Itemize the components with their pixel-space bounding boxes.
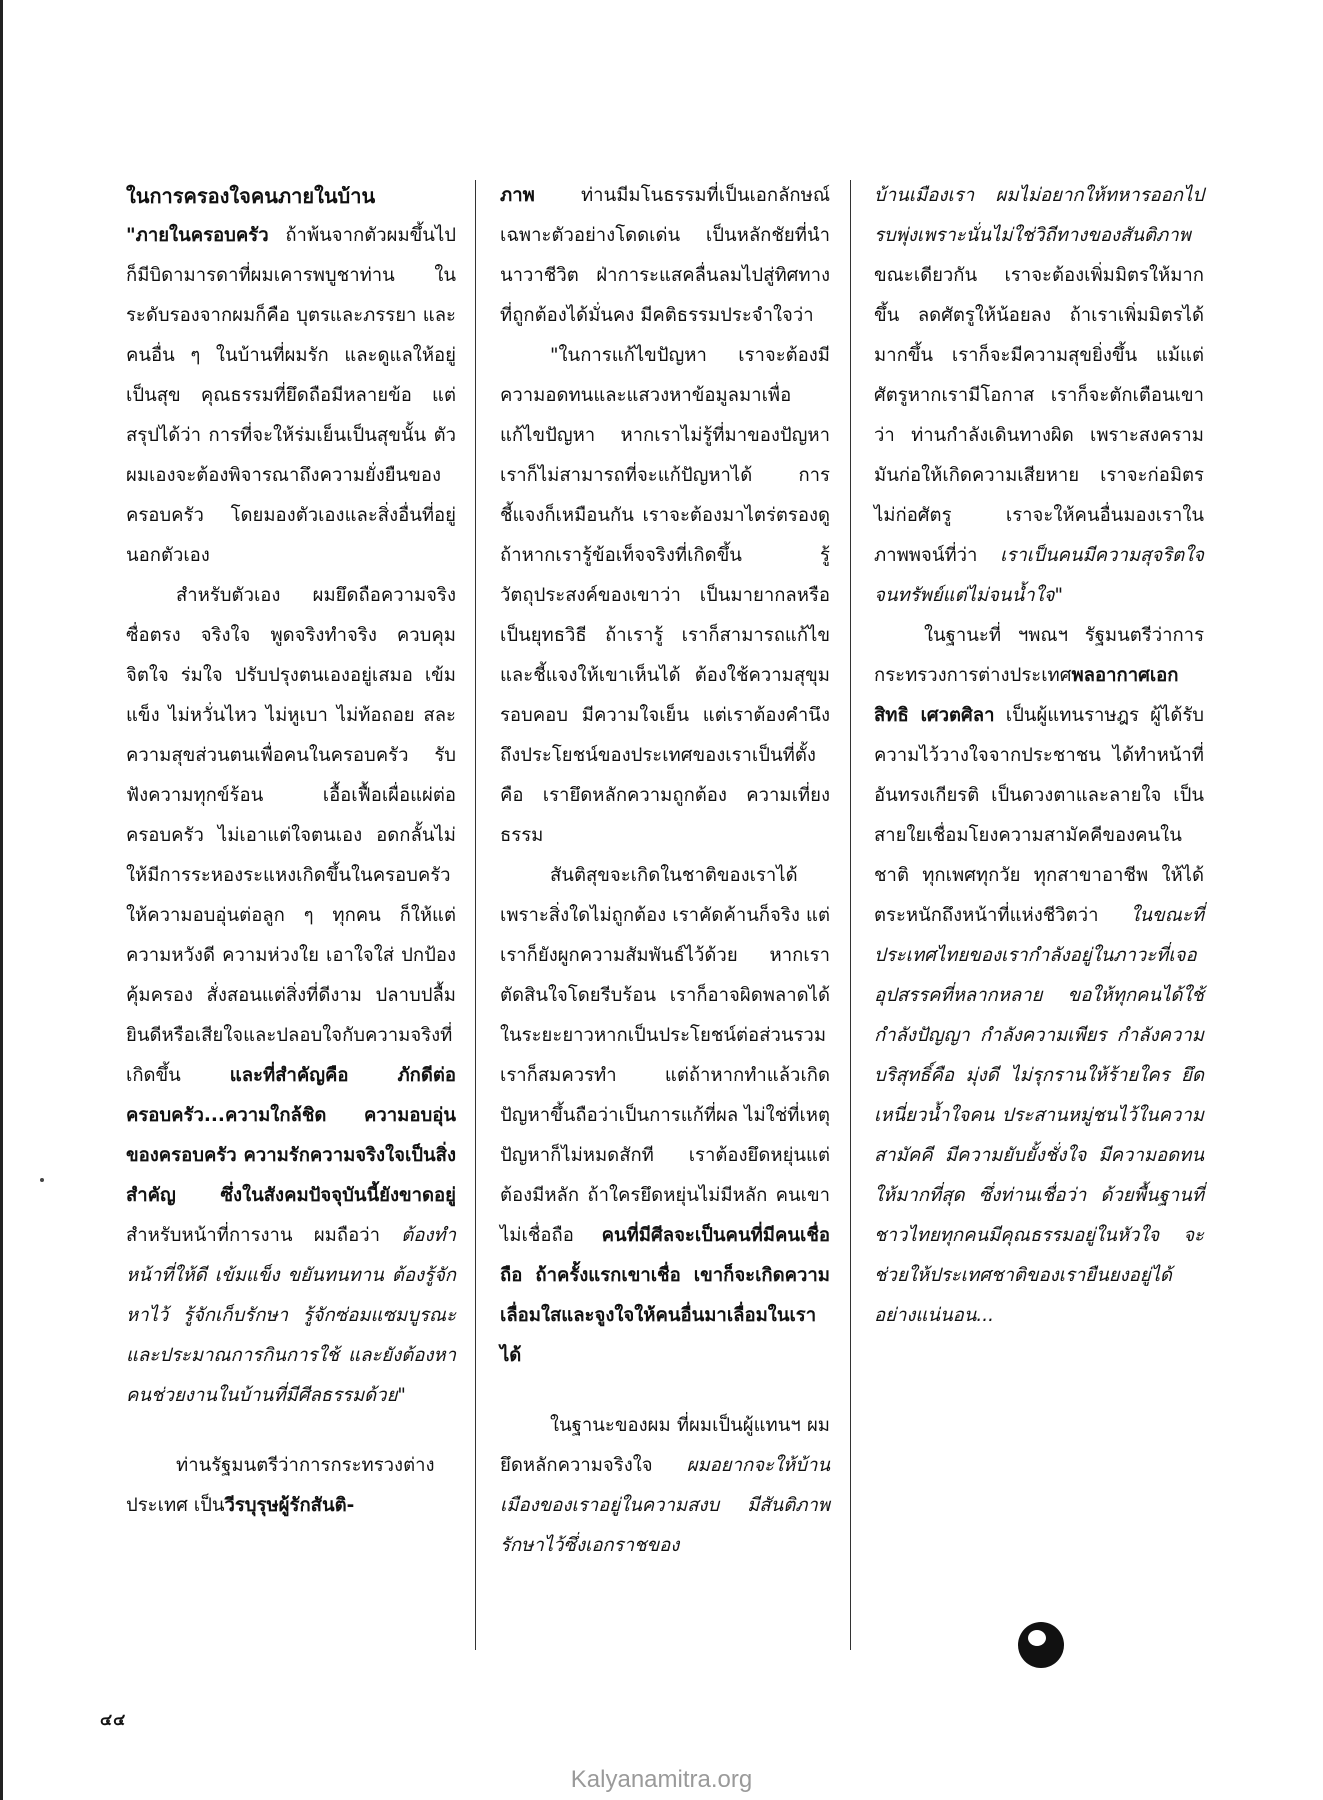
representative-text: ในฐานะของผม ที่ผมเป็นผู้แทนฯ ผมยึดหลักความจริงใจ: [500, 1415, 830, 1476]
closing-text: ในฐานะที่ ฯพณฯ รัฐมนตรีว่าการกระทรวงการต่างประเทศ: [874, 625, 1204, 686]
family-text: ถ้าพ้นจากตัวผมขึ้นไป ก็มีบิดามารดาที่ผมเคารพบูชาท่าน ในระดับรองจากผมก็คือ บุตรและภรรยา และคนอื่น ๆ ในบ้านที่ผมรัก และดูแลให้อยู่เป็นสุข คุณธรรมที่ยึดถือมีหลายข้อ แต่สรุปได้ว่า การที่จะให้ร่มเย็นเป็นสุขนั้น ตัวผมเองจะต้องพิจารณาถึงความยั่งยืนของครอบครัว โดยมองตัวเองและสิ่งอื่นที่อยู่นอกตัวเอง: [126, 225, 456, 566]
quote-opening: "ภายในครอบครัว: [126, 225, 269, 246]
nation-italic-end: เราเป็นคนมีความสุจริตใจ จนทรัพย์แต่ไม่จนน้ำใจ": [874, 545, 1204, 606]
nation-italic: บ้านเมืองเรา ผมไม่อยากให้ทหารออกไปรบพุ่งเพราะนั่นไม่ใช่วิถีทางของสันติภาพ: [874, 185, 1204, 246]
nation-text: ขณะเดียวกัน เราจะต้องเพิ่มมิตรให้มากขึ้น ลดศัตรูให้น้อยลง ถ้าเราเพิ่มมิตรได้มากขึ้น เราก็จะมีความสุขยิ่งขึ้น แม้แต่ศัตรูหากเรามีโอกาส เราก็จะตักเตือนเขาว่า ท่านกำลังเดินทางผิด เพราะสงครามมันก่อให้เกิดความเสียหาย เราจะก่อมิตรไม่ก่อศัตรู เราจะให้คนอื่นมองเราในภาพพจน์ที่ว่า: [874, 265, 1204, 566]
representative-text-italic: ผมอยากจะให้บ้านเมืองของเราอยู่ในความสงบ มีสันติภาพ รักษาไว้ซึ่งเอกราชของ: [500, 1455, 830, 1556]
column-3: [874, 176, 1204, 1336]
paragraph-minister: [126, 1446, 456, 1526]
paragraph-conscience: [500, 176, 830, 336]
minister-text-bold: วีรบุรุษผู้รักสันติ-: [224, 1495, 355, 1516]
minister-text: ท่านรัฐมนตรีว่าการกระทรวงต่างประเทศ เป็น: [126, 1455, 435, 1516]
paragraph-self: [126, 576, 456, 1416]
peace-text-bold: คนที่มีศีลจะเป็นคนที่มีคนเชื่อถือ ถ้าครั้งแรกเขาเชื่อ เขาก็จะเกิดความเลื่อมใสและจูงใจให้คนอื่นมาเลื่อมในเราได้: [500, 1225, 830, 1366]
closing-text-2: เป็นผู้แทนราษฎร ผู้ได้รับความไว้วางใจจากประชาชน ได้ทำหน้าที่อันทรงเกียรติ เป็นดวงตาและลายใจ เป็นสายใยเชื่อมโยงความสามัคคีของคนในชาติ ทุกเพศทุกวัย ทุกสาขาอาชีพ ให้ได้ตระหนักถึงหน้าที่แห่งชีวิตว่า: [874, 705, 1205, 926]
paragraph-nation: [874, 176, 1204, 616]
work-text-italic: ต้องทำหน้าที่ให้ดี เข้มแข็ง ขยันทนทาน ต้องรู้จักหาไว้ รู้จักเก็บรักษา รู้จักซ่อมแซมบูรณะและประมาณการกินการใช้ และยังต้องหาคนช่วยงานในบ้านที่มีศีลธรรมด้วย": [126, 1225, 456, 1406]
scan-edge: [0, 0, 3, 1800]
self-text-bold: และที่สำคัญคือ ภักดีต่อครอบครัว...ความใกล้ชิด ความอบอุ่นของครอบครัว ความรักความจริงใจเป็นสิ่งสำคัญ ซึ่งในสังคมปัจจุบันนี้ยังขาดอยู่: [126, 1065, 456, 1206]
page-number: ๔๔: [100, 1710, 127, 1729]
paragraph-problem-solving: "ในการแก้ไขปัญหา เราจะต้องมีความอดทนและแสวงหาข้อมูลมาเพื่อแก้ไขปัญหา หากเราไม่รู้ที่มาของปัญหา เราก็ไม่สามารถที่จะแก้ปัญหาได้ การชี้แจงก็เหมือนกัน เราจะต้องมาไตร่ตรองดู ถ้าหากเรารู้ข้อเท็จจริงที่เกิดขึ้น รู้วัตถุประสงค์ของเขาว่า เป็นมายากลหรือเป็นยุทธวิธี ถ้าเรารู้ เราก็สามารถแก้ไขและชี้แจงให้เขาเห็นได้ ต้องใช้ความสุขุมรอบคอบ มีความใจเย็น แต่เราต้องคำนึงถึงประโยชน์ของประเทศของเราเป็นที่ตั้ง คือ เรายึดหลักความถูกต้อง ความเที่ยงธรรม: [500, 345, 830, 846]
column-divider: [850, 180, 851, 1650]
conscience-bold: ภาพ: [500, 185, 535, 206]
paragraph-peace: [500, 856, 830, 1376]
paragraph-closing: [874, 616, 1204, 1336]
self-text: สำหรับตัวเอง ผมยึดถือความจริง ซื่อตรง จริงใจ พูดจริงทำจริง ควบคุมจิตใจ ร่มใจ ปรับปรุงตนเองอยู่เสมอ เข้มแข็ง ไม่หวั่นไหว ไม่หูเบา ไม่ท้อถอย สละความสุขส่วนตนเพื่อคนในครอบครัว รับฟังความทุกข์ร้อน เอื้อเฟื้อเผื่อแผ่ต่อครอบครัว ไม่เอาแต่ใจตนเอง อดกลั้นไม่ให้มีการระหองระแหงเกิดขึ้นในครอบครัว ให้ความอบอุ่นต่อลูก ๆ ทุกคน ก็ให้แต่ความหวังดี ความห่วงใย เอาใจใส่ ปกป้องคุ้มครอง สั่งสอนแต่สิ่งที่ดีงาม ปลาบปลื้มยินดีหรือเสียใจและปลอบใจกับความจริงที่เกิดขึ้น: [126, 585, 456, 1086]
conscience-text: ท่านมีมโนธรรมที่เป็นเอกลักษณ์เฉพาะตัวอย่างโดดเด่น เป็นหลักชัยที่นำนาวาชีวิต ฝ่าการะแสคลื่นลมไปสู่ทิศทางที่ถูกต้องได้มั่นคง มีคติธรรมประจำใจว่า: [500, 185, 830, 326]
section-heading: ในการครองใจคนภายในบ้าน: [126, 184, 376, 208]
column-divider: [475, 180, 476, 1650]
work-text: สำหรับหน้าที่การงาน ผมถือว่า: [126, 1225, 402, 1246]
closing-text-italic: ในขณะที่ประเทศไทยของเรากำลังอยู่ในภาวะที่เจออุปสรรคที่หลากหลาย ขอให้ทุกคนได้ใช้กำลังปัญญา กำลังความเพียร กำลังความบริสุทธิ์คือ มุ่งดี ไม่รุกรานให้ร้ายใคร ยึดเหนี่ยวน้ำใจคน ประสานหมู่ชนไว้ในความสามัคคี มีความยับยั้งชั่งใจ มีความอดทนให้มากที่สุด ซึ่งท่านเชื่อว่า ด้วยพื้นฐานที่ชาวไทยทุกคนมีคุณธรรมอยู่ในหัวใจ จะช่วยให้ประเทศชาติของเรายืนยงอยู่ได้อย่างแน่นอน...: [874, 905, 1204, 1326]
end-of-article-icon: [1018, 1622, 1064, 1668]
closing-name-bold: พลอากาศเอกสิทธิ เศวตศิลา: [874, 665, 1179, 726]
column-1: [126, 176, 456, 1526]
scan-speck: [40, 1178, 44, 1182]
watermark: Kalyanamitra.org: [570, 1766, 753, 1793]
peace-text: สันติสุขจะเกิดในชาติของเราได้ เพราะสิ่งใดไม่ถูกต้อง เราคัดค้านก็จริง แต่เราก็ยังผูกความสัมพันธ์ไว้ด้วย หากเราตัดสินใจโดยรีบร้อน เราก็อาจผิดพลาดได้ ในระยะยาวหากเป็นประโยชน์ต่อส่วนรวม เราก็สมควรทำ แต่ถ้าหากทำแล้วเกิดปัญหาขึ้นถือว่าเป็นการแก้ที่ผล ไม่ใช่ที่เหตุ ปัญหาก็ไม่หมดสักที เราต้องยึดหยุ่นแต่ต้องมีหลัก ถ้าใครยึดหยุ่นไม่มีหลัก คนเขาไม่เชื่อถือ: [500, 865, 830, 1246]
paragraph-representative: [500, 1406, 830, 1566]
column-2: [500, 176, 830, 1566]
paragraph-family: [126, 216, 456, 576]
